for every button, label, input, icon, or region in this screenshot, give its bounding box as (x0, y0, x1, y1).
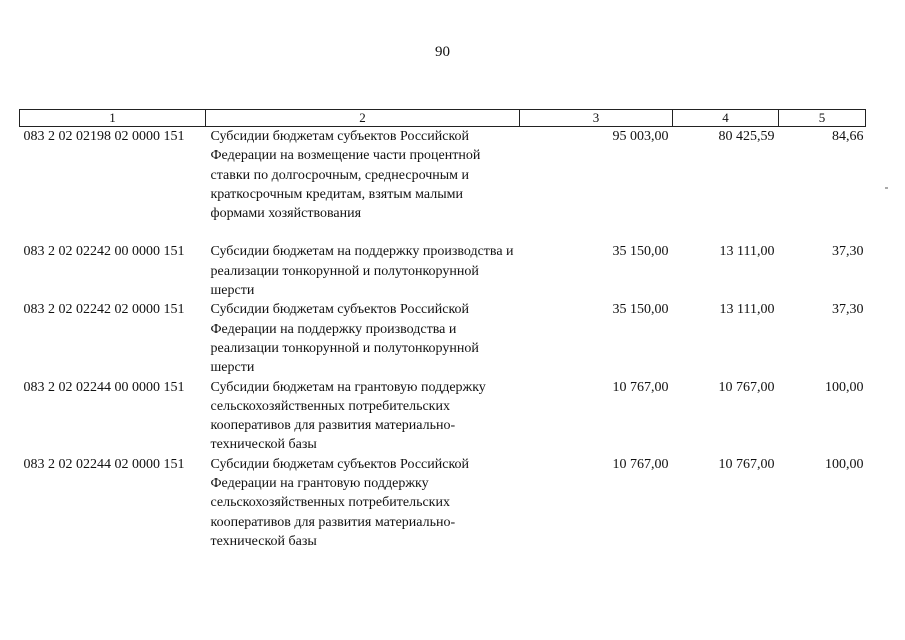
value-col3-cell: 95 003,00 (612, 129, 669, 144)
value-col3-cell: 35 150,00 (612, 244, 669, 260)
header-col-4: 4 (673, 110, 779, 127)
page-number: 90 (435, 44, 450, 60)
description-cell: Субсидии бюджетам субъектов Российской Федерации на возмещение части процентной ставки по долгосрочным, среднесрочным и краткосрочным кредитам, взятым малыми формами хозяйствования (210, 129, 481, 222)
value-col3-cell: 35 150,00 (612, 302, 669, 318)
header-row (20, 110, 866, 127)
value-col3-cell: 10 767,00 (612, 379, 669, 395)
value-col4-cell: 10 767,00 (718, 456, 775, 472)
value-col4-cell: 10 767,00 (718, 379, 775, 395)
value-col3-cell: 10 767,00 (612, 456, 669, 472)
table-row (20, 127, 866, 243)
budget-code-cell: 083 2 02 02242 02 0000 151 (23, 302, 185, 318)
value-col5-cell: 37,30 (832, 302, 864, 318)
description-cell: Субсидии бюджетам субъектов Российской Федерации на грантовую поддержку сельскохозяйственных потребительских кооперативов для развития материально-технической базы (210, 456, 470, 549)
value-col5-cell: 37,30 (832, 244, 864, 260)
budget-code-cell: 083 2 02 02198 02 0000 151 (23, 129, 185, 144)
header-col-2: 2 (206, 110, 520, 127)
table-row (20, 455, 866, 551)
scan-speck (885, 187, 888, 189)
value-col4-cell: 13 111,00 (719, 302, 775, 318)
description-cell: Субсидии бюджетам субъектов Российской Федерации на поддержку производства и реализации тонкорунной и полутонкорунной шерсти (210, 302, 479, 376)
budget-code-cell: 083 2 02 02244 00 0000 151 (23, 379, 185, 395)
budget-table-container (19, 109, 865, 551)
budget-table (19, 109, 866, 551)
header-col-1: 1 (20, 110, 206, 127)
table-row (20, 242, 866, 300)
table-body (20, 127, 866, 552)
value-col5-cell: 100,00 (825, 456, 864, 472)
table-row (20, 378, 866, 455)
table-row (20, 300, 866, 377)
value-col4-cell: 80 425,59 (718, 129, 775, 144)
budget-code-cell: 083 2 02 02242 00 0000 151 (23, 244, 185, 260)
description-cell: Субсидии бюджетам на грантовую поддержку сельскохозяйственных потребительских кооперативов для развития материально-технической базы (210, 379, 486, 453)
budget-code-cell: 083 2 02 02244 02 0000 151 (23, 456, 185, 472)
value-col4-cell: 13 111,00 (719, 244, 775, 260)
value-col5-cell: 100,00 (825, 379, 864, 395)
header-col-3: 3 (520, 110, 673, 127)
table-header (20, 110, 866, 127)
value-col5-cell: 84,66 (832, 129, 864, 144)
header-col-5: 5 (779, 110, 866, 127)
description-cell: Субсидии бюджетам на поддержку производства и реализации тонкорунной и полутонкорунной шерсти (210, 244, 514, 299)
